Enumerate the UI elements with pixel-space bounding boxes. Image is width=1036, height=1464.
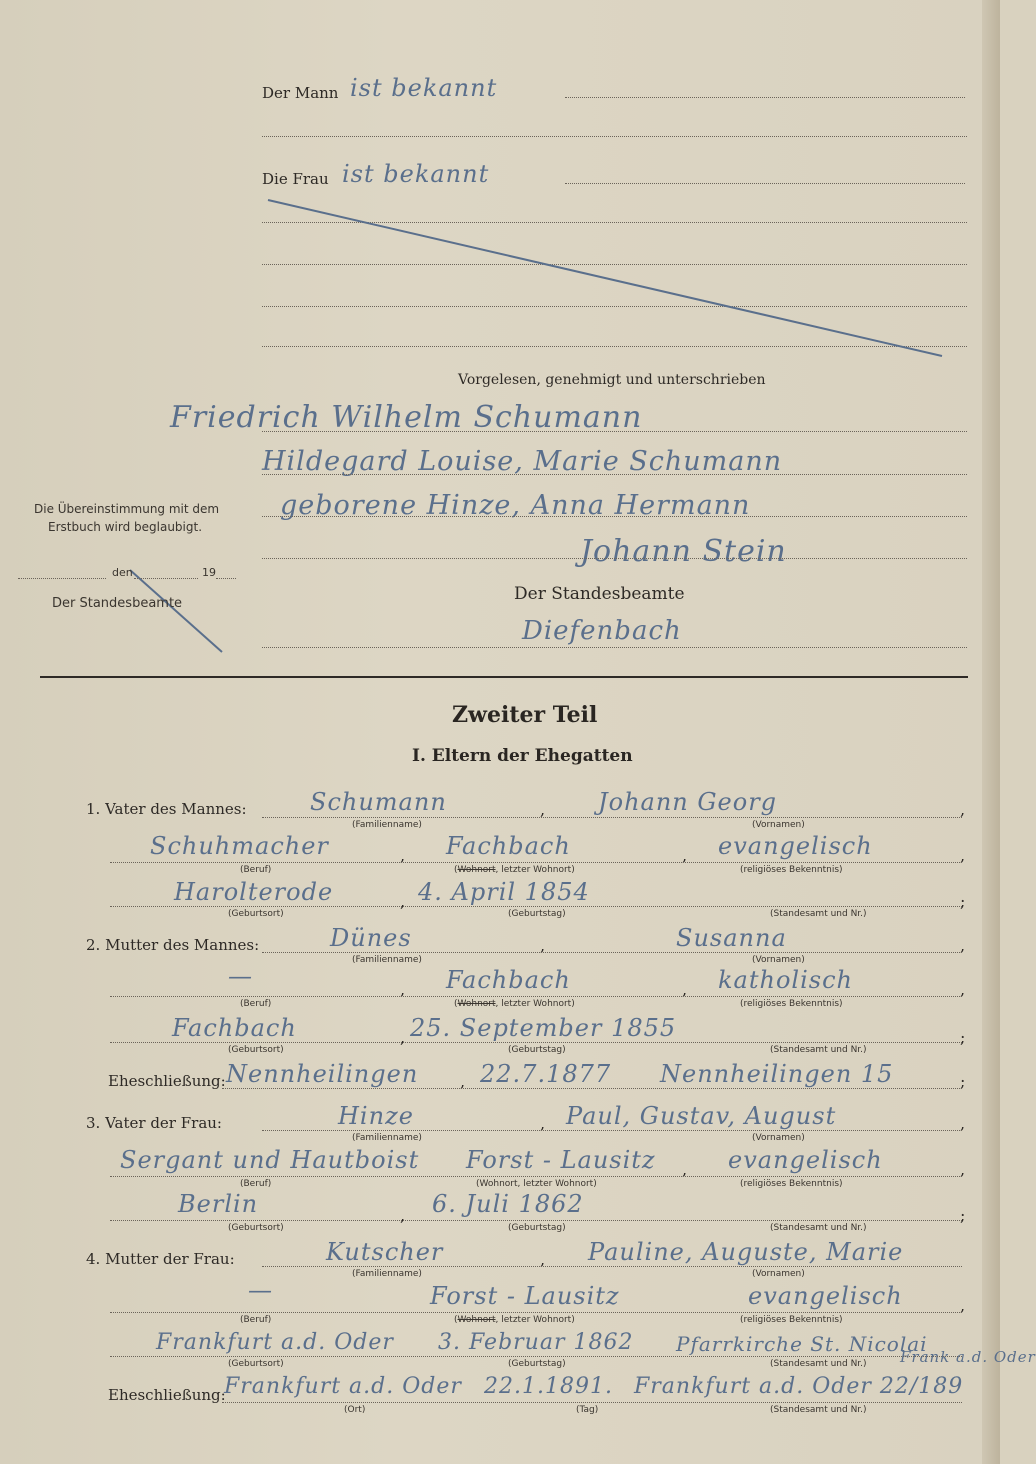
comma: , xyxy=(960,1296,966,1315)
dotted-line xyxy=(262,431,967,432)
familienname-value: Schumann xyxy=(310,788,447,816)
comma: , xyxy=(682,980,688,999)
dotted-line xyxy=(262,1130,962,1131)
standesamt-extra-value: Frank a.d. Oder xyxy=(900,1348,1036,1366)
dotted-line xyxy=(262,817,962,818)
certification-standesbeamte: Der Standesbeamte xyxy=(52,596,183,611)
geburtsort-caption: (Geburtsort) xyxy=(228,1045,284,1055)
comma: , xyxy=(960,936,966,955)
familienname-caption: (Familienname) xyxy=(352,1133,422,1143)
dotted-line xyxy=(110,1356,962,1357)
tag-caption: (Tag) xyxy=(576,1405,599,1415)
mann-label: Der Mann xyxy=(262,84,339,102)
geburtstag-caption: (Geburtstag) xyxy=(508,1359,566,1369)
wohnort-value: Fachbach xyxy=(446,832,571,860)
geburtsort-value: Fachbach xyxy=(172,1014,297,1042)
eheschliessung-label: Eheschließung: xyxy=(108,1072,226,1090)
bekenntnis-caption: (religiöses Bekenntnis) xyxy=(740,1315,843,1325)
dotted-line xyxy=(18,578,106,579)
ehe-tag-value: 22.7.1877 xyxy=(480,1060,612,1088)
comma: , xyxy=(400,1028,406,1047)
ehe-ort-value: Frankfurt a.d. Oder xyxy=(224,1374,462,1399)
entry-label: 1. Vater des Mannes: xyxy=(86,800,247,818)
dotted-line xyxy=(262,952,962,953)
vornamen-value: Susanna xyxy=(676,924,787,952)
geburtstag-caption: (Geburtstag) xyxy=(508,1223,566,1233)
familienname-value: Dünes xyxy=(330,924,412,952)
beruf-value: — xyxy=(228,962,253,990)
dotted-line xyxy=(110,1312,962,1313)
geburtsort-value: Berlin xyxy=(178,1190,259,1218)
dotted-line xyxy=(134,578,198,579)
standesamt-caption: (Standesamt und Nr.) xyxy=(770,1045,867,1055)
vornamen-value: Pauline, Auguste, Marie xyxy=(588,1238,904,1266)
wohnort-caption: (Wohnort, letzter Wohnort) xyxy=(454,1315,575,1325)
dotted-line xyxy=(110,1176,962,1177)
certification-den: den xyxy=(112,566,133,579)
ort-caption: (Ort) xyxy=(344,1405,366,1415)
section-divider xyxy=(40,676,968,678)
comma: , xyxy=(960,1114,966,1133)
certification-year: 19 xyxy=(202,566,216,579)
geburtsort-caption: (Geburtsort) xyxy=(228,1359,284,1369)
dotted-line xyxy=(110,1042,962,1043)
dotted-line xyxy=(216,578,236,579)
comma: , xyxy=(460,1072,466,1091)
signature-line: geborene Hinze, Anna Hermann xyxy=(280,490,751,521)
bekenntnis-value: katholisch xyxy=(718,966,853,994)
semicolon: ; xyxy=(960,1072,966,1091)
standesamt-caption: (Standesamt und Nr.) xyxy=(770,1223,867,1233)
geburtsort-caption: (Geburtsort) xyxy=(228,1223,284,1233)
familienname-caption: (Familienname) xyxy=(352,820,422,830)
part2-subtitle: I. Eltern der Ehegatten xyxy=(412,746,633,766)
wohnort-value: Fachbach xyxy=(446,966,571,994)
certification-line2: Erstbuch wird beglaubigt. xyxy=(48,520,203,534)
vornamen-caption: (Vornamen) xyxy=(752,1133,805,1143)
dotted-line xyxy=(262,558,967,559)
geburtstag-value: 3. Februar 1862 xyxy=(438,1330,634,1355)
entry-label: 3. Vater der Frau: xyxy=(86,1114,222,1132)
comma: , xyxy=(960,980,966,999)
ehe-standesamt-value: Frankfurt a.d. Oder 22/189 xyxy=(634,1374,964,1399)
entry-label: 2. Mutter des Mannes: xyxy=(86,936,260,954)
frau-label: Die Frau xyxy=(262,170,329,188)
geburtstag-caption: (Geburtstag) xyxy=(508,909,566,919)
geburtstag-value: 6. Juli 1862 xyxy=(432,1190,584,1218)
dotted-line xyxy=(222,1402,962,1403)
mann-value: ist bekannt xyxy=(350,74,498,102)
bekenntnis-value: evangelisch xyxy=(748,1282,903,1310)
eheschliessung-label: Eheschließung: xyxy=(108,1386,226,1404)
vornamen-value: Johann Georg xyxy=(598,788,778,816)
vornamen-value: Paul, Gustav, August xyxy=(566,1102,837,1130)
geburtsort-value: Frankfurt a.d. Oder xyxy=(156,1330,394,1355)
beruf-value: Sergant und Hautboist xyxy=(120,1146,420,1174)
dotted-line xyxy=(110,906,962,907)
familienname-value: Kutscher xyxy=(326,1238,444,1266)
comma: , xyxy=(400,892,406,911)
geburtsort-caption: (Geburtsort) xyxy=(228,909,284,919)
bekenntnis-caption: (religiöses Bekenntnis) xyxy=(740,1179,843,1189)
vornamen-caption: (Vornamen) xyxy=(752,955,805,965)
standesbeamte-label: Der Standesbeamte xyxy=(514,584,685,604)
comma: , xyxy=(400,1206,406,1225)
frau-value: ist bekannt xyxy=(342,160,490,188)
part2-title: Zweiter Teil xyxy=(452,702,598,728)
dotted-line xyxy=(262,1266,962,1267)
comma: , xyxy=(960,800,966,819)
dotted-line xyxy=(262,516,967,517)
dotted-line xyxy=(262,647,967,648)
dotted-line xyxy=(262,474,967,475)
semicolon: ; xyxy=(960,1028,966,1047)
semicolon: ; xyxy=(960,892,966,911)
beruf-value: Schuhmacher xyxy=(150,832,329,860)
comma: , xyxy=(960,846,966,865)
geburtsort-value: Harolterode xyxy=(174,878,334,906)
beruf-caption: (Beruf) xyxy=(240,1315,272,1325)
ehe-tag-value: 22.1.1891. xyxy=(484,1374,613,1399)
signature-line: Friedrich Wilhelm Schumann xyxy=(170,400,643,435)
ehe-ort-value: Nennheilingen xyxy=(226,1060,419,1088)
comma: , xyxy=(682,1160,688,1179)
comma: , xyxy=(540,800,546,819)
read-approved-text: Vorgelesen, genehmigt und unterschrieben xyxy=(458,372,766,388)
bekenntnis-caption: (religiöses Bekenntnis) xyxy=(740,999,843,1009)
wohnort-value: Forst - Lausitz xyxy=(466,1146,656,1174)
comma: , xyxy=(682,846,688,865)
bekenntnis-value: evangelisch xyxy=(718,832,873,860)
standesamt-caption: (Standesamt und Nr.) xyxy=(770,909,867,919)
signature-line: Johann Stein xyxy=(580,534,787,569)
bekenntnis-value: evangelisch xyxy=(728,1146,883,1174)
standesamt-value: Pfarrkirche St. Nicolai xyxy=(676,1332,928,1356)
comma: , xyxy=(540,1250,546,1269)
wohnort-caption: (Wohnort, letzter Wohnort) xyxy=(476,1179,597,1189)
entry-label: 4. Mutter der Frau: xyxy=(86,1250,235,1268)
beruf-caption: (Beruf) xyxy=(240,1179,272,1189)
standesbeamte-signature: Diefenbach xyxy=(522,616,682,646)
wohnort-caption: (Wohnort, letzter Wohnort) xyxy=(454,865,575,875)
comma: , xyxy=(540,1114,546,1133)
ehe-standesamt-value: Nennheilingen 15 xyxy=(660,1060,894,1088)
familienname-caption: (Familienname) xyxy=(352,955,422,965)
dotted-line xyxy=(110,996,962,997)
comma: , xyxy=(540,936,546,955)
beruf-value: — xyxy=(248,1276,273,1304)
dotted-line xyxy=(110,1220,962,1221)
comma: , xyxy=(960,1160,966,1179)
comma: , xyxy=(400,846,406,865)
semicolon: ; xyxy=(960,1206,966,1225)
certification-line1: Die Übereinstimmung mit dem xyxy=(34,502,220,516)
standesamt-caption: (Standesamt und Nr.) xyxy=(770,1359,867,1369)
bekenntnis-caption: (religiöses Bekenntnis) xyxy=(740,865,843,875)
dotted-line xyxy=(110,862,962,863)
familienname-caption: (Familienname) xyxy=(352,1269,422,1279)
beruf-caption: (Beruf) xyxy=(240,999,272,1009)
geburtstag-value: 25. September 1855 xyxy=(410,1014,677,1042)
beruf-caption: (Beruf) xyxy=(240,865,272,875)
standesamt-caption: (Standesamt und Nr.) xyxy=(770,1405,867,1415)
geburtstag-caption: (Geburtstag) xyxy=(508,1045,566,1055)
comma: , xyxy=(400,980,406,999)
wohnort-value: Forst - Lausitz xyxy=(430,1282,620,1310)
wohnort-caption: (Wohnort, letzter Wohnort) xyxy=(454,999,575,1009)
familienname-value: Hinze xyxy=(338,1102,414,1130)
vornamen-caption: (Vornamen) xyxy=(752,820,805,830)
signature-line: Hildegard Louise, Marie Schumann xyxy=(262,446,783,477)
geburtstag-value: 4. April 1854 xyxy=(418,878,590,906)
dotted-line xyxy=(222,1088,962,1089)
vornamen-caption: (Vornamen) xyxy=(752,1269,805,1279)
